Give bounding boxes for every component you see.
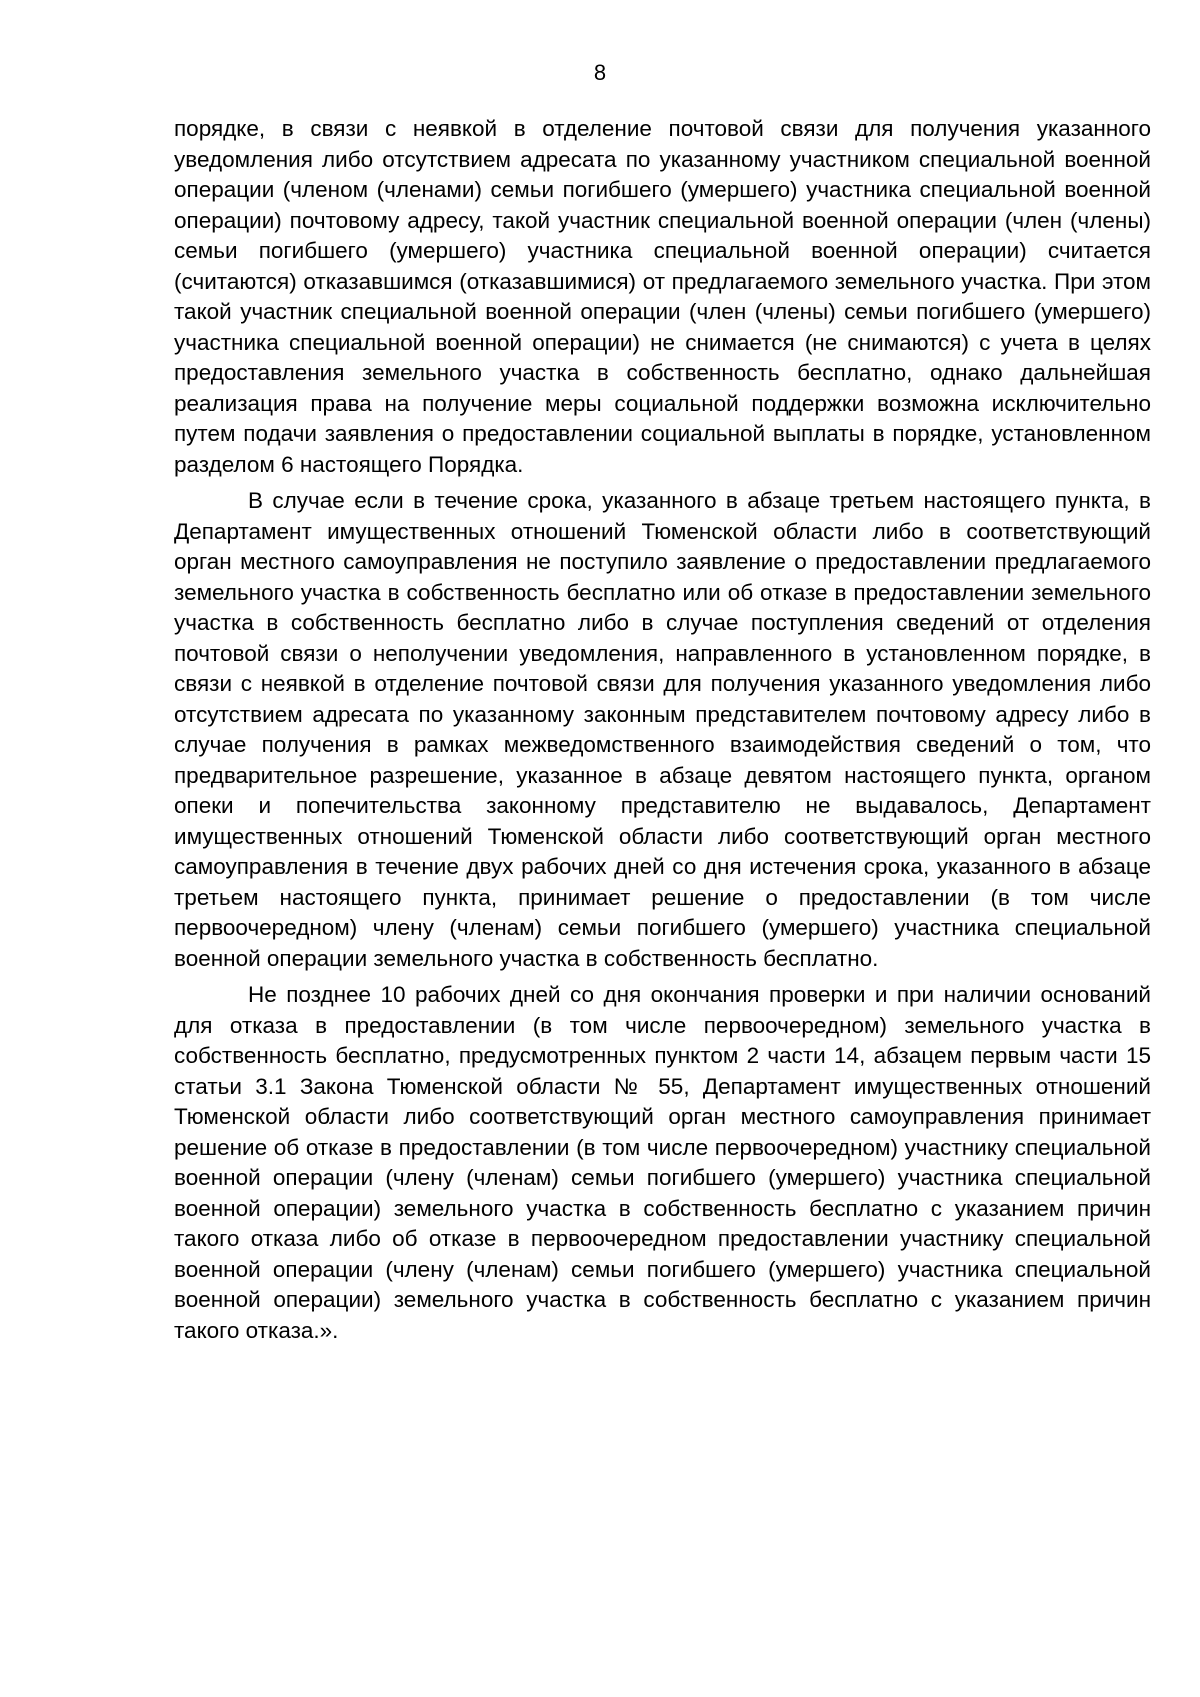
- paragraph-continuation: порядке, в связи с неявкой в отделение почтовой связи для получения указанного уведомления либо отсутствием адресата по указанному участником специальной военной операции (членом (членами) семьи погибшего (умершего) участника специальной военной операции) почтовому адресу, такой участник специальной военной операции (член (члены) семьи погибшего (умершего) участника специальной военной операции) считается (считаются) отказавшимся (отказавшимися) от предлагаемого земельного участка. При этом такой участник специальной военной операции (член (члены) семьи погибшего (умершего) участника специальной военной операции) не снимается (не снимаются) с учета в целях предоставления земельного участка в собственность бесплатно, однако дальнейшая реализация права на получение меры социальной поддержки возможна исключительно путем подачи заявления о предоставлении социальной выплаты в порядке, установленном разделом 6 настоящего Порядка.: [174, 116, 1151, 477]
- paragraph-refusal-decision: Не позднее 10 рабочих дней со дня окончания проверки и при наличии оснований для отказа в предоставлении (в том числе первоочередном) земельного участка в собственность бесплатно, предусмотренных пунктом 2 части 14, абзацем первым части 15 статьи 3.1 Закона Тюменской области № 55, Департамент имущественных отношений Тюменской области либо соответствующий орган местного самоуправления принимает решение об отказе в предоставлении (в том числе первоочередном) участнику специальной военной операции (члену (членам) семьи погибшего (умершего) участника специальной военной операции) земельного участка в собственность бесплатно с указанием причин такого отказа либо об отказе в первоочередном предоставлении участнику специальной военной операции (члену (членам) семьи погибшего (умершего) участника специальной военной операции) земельного участка в собственность бесплатно с указанием причин такого отказа.».: [174, 982, 1151, 1343]
- paragraph-application-deadline: В случае если в течение срока, указанного в абзаце третьем настоящего пункта, в Департамент имущественных отношений Тюменской области либо в соответствующий орган местного самоуправления не поступило заявление о предоставлении предлагаемого земельного участка в собственность бесплатно или об отказе в предоставлении земельного участка в собственность бесплатно либо в случае поступления сведений от отделения почтовой связи о неполучении уведомления, направленного в установленном порядке, в связи с неявкой в отделение почтовой связи для получения указанного уведомления либо отсутствием адресата по указанному законным представителем почтовому адресу либо в случае получения в рамках межведомственного взаимодействия сведений о том, что предварительное разрешение, указанное в абзаце девятом настоящего пункта, органом опеки и попечительства законному представителю не выдавалось, Департамент имущественных отношений Тюменской области либо соответствующий орган местного самоуправления в течение двух рабочих дней со дня истечения срока, указанного в абзаце третьем настоящего пункта, принимает решение о предоставлении (в том числе первоочередном) члену (членам) семьи погибшего (умершего) участника специальной военной операции земельного участка в собственность бесплатно.: [174, 488, 1151, 971]
- document-body: [174, 114, 1151, 1352]
- page-number: 8: [593, 60, 607, 85]
